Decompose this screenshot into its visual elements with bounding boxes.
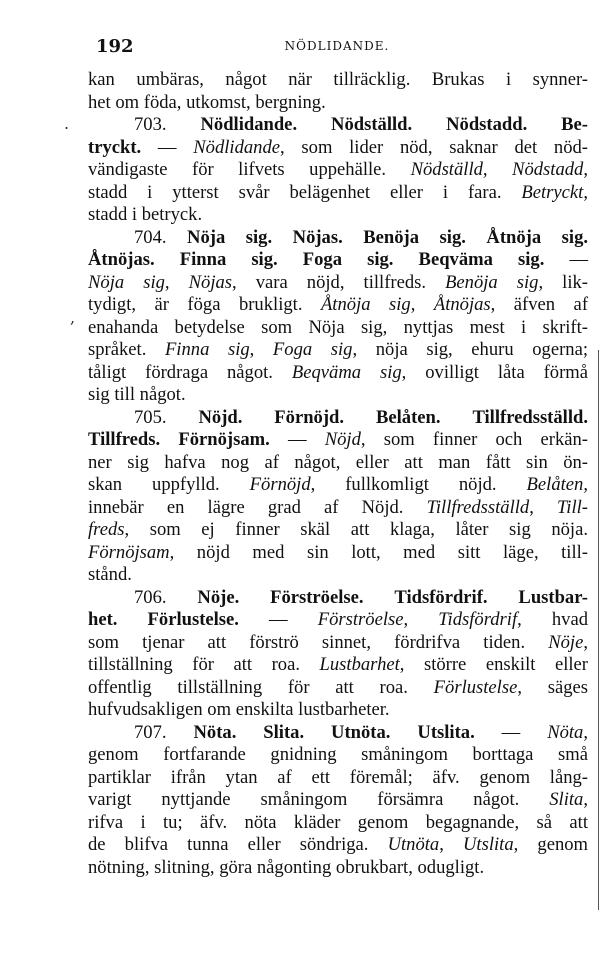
text-run: — [141, 136, 194, 158]
body-text [88, 69, 588, 879]
headword: Förlustelse. [147, 609, 239, 630]
headword: Nöje. [197, 586, 240, 608]
italic-term: Tillfredsställd [426, 496, 530, 518]
text-run: , fullkomligt nöjd. [310, 474, 527, 495]
text-run: — [544, 249, 589, 270]
text-line [88, 564, 588, 587]
text-line [88, 857, 588, 880]
text-line [88, 474, 588, 497]
headword: Nöjd. [198, 406, 243, 428]
headword: Nöta. [193, 721, 237, 743]
text-run: , [249, 339, 273, 360]
text-line [88, 812, 588, 835]
italic-term: Beqväma sig [291, 361, 402, 383]
headword: Lustbar- [518, 586, 588, 608]
italic-term: Utslita [463, 834, 514, 855]
text-run [412, 114, 446, 135]
text-line [88, 722, 588, 745]
italic-term: Nöja sig [88, 271, 165, 293]
page-header [88, 36, 586, 62]
running-head: NÖDLIDANDE. [284, 39, 390, 53]
text-line [88, 182, 588, 205]
text-line [88, 249, 588, 272]
text-run: , vara nöjd, tillfreds. [232, 271, 446, 293]
text-run: tåligt fördraga något. [88, 361, 292, 383]
text-line [88, 519, 588, 542]
text-run: — [238, 609, 318, 630]
text-run: partiklar ifrån ytan af ett föremål; äfv. genom lång- [88, 766, 588, 788]
text-run: sig till något. [88, 384, 186, 405]
text-run: , [410, 294, 434, 315]
text-run [272, 227, 293, 248]
text-run: de blifva tunna eller söndriga. [88, 834, 388, 855]
text-line [88, 159, 588, 182]
text-run [393, 249, 418, 270]
text-run: , [583, 721, 589, 743]
headword: Benöja sig. [363, 226, 466, 248]
text-run: , nöja sig, ehuru ogerna; [352, 339, 588, 360]
text-line [88, 609, 588, 632]
text-run: genom fortfarande gnidning småningom borttaga små [88, 744, 588, 765]
text-line [88, 362, 588, 385]
headword: Tillfredsställd. [472, 406, 588, 428]
text-run: , ovilligt låta förmå [401, 361, 588, 383]
text-run: , [529, 496, 557, 518]
headword: tryckt. [88, 136, 142, 158]
headword: Åtnöjas. [88, 249, 155, 270]
text-run: skan uppfylld. [88, 474, 250, 495]
text-run: , [164, 271, 189, 293]
text-run [343, 227, 364, 248]
text-line [88, 407, 588, 430]
text-run: , [403, 609, 439, 630]
italic-term: Förströelse [317, 609, 404, 630]
text-run [364, 587, 395, 608]
text-run [441, 407, 473, 428]
text-run: , [583, 474, 588, 495]
italic-term: freds [88, 519, 125, 540]
text-line [88, 587, 588, 610]
italic-term: Förnöjsam [88, 541, 170, 563]
text-run [304, 722, 331, 743]
text-run: , [583, 181, 588, 203]
italic-term: Nödlidande [193, 136, 281, 158]
text-run: kan umbäras, något när tillräcklig. Brukas i synner- [88, 69, 588, 90]
italic-term: Tidsfördrif [438, 609, 518, 630]
text-line [88, 767, 588, 790]
headword: Beqväma sig. [418, 249, 545, 270]
italic-term: Belåten [526, 474, 584, 495]
headword: Belåten. [375, 406, 441, 428]
italic-term: Nöjd [324, 429, 361, 450]
text-line [88, 294, 588, 317]
headword: het. [88, 609, 118, 630]
text-line [88, 429, 588, 452]
text-run: nötning, slitning, göra någonting obrukbart, odugligt. [88, 856, 485, 878]
text-run: het om föda, utkomst, bergning. [88, 91, 326, 113]
text-run: , säges [517, 676, 588, 698]
text-line [88, 137, 588, 160]
margin-comma: , [70, 308, 76, 327]
text-run: , större enskilt eller [399, 654, 588, 675]
text-line [88, 384, 588, 407]
headword: Nöja sig. [187, 226, 273, 248]
text-run: språket. [88, 339, 165, 360]
text-run [236, 722, 263, 743]
text-run: innebär en lägre grad af Nöjd. [88, 496, 427, 518]
headword: Utnöta. [331, 721, 391, 743]
headword: Nödlidande. [200, 114, 298, 135]
italic-term: Slita [549, 789, 584, 810]
italic-term: Utnöta [387, 834, 440, 855]
italic-term: Till- [556, 496, 588, 518]
text-run: 704. [134, 226, 188, 248]
margin-dot: . [64, 114, 70, 133]
text-run: , som ej finner skäl att klaga, låter sig nöja. [124, 519, 588, 540]
headword: Förströelse. [270, 586, 364, 608]
text-run: tydigt, är föga brukligt. [88, 294, 321, 315]
text-run: , äfven af [490, 294, 589, 315]
italic-term: Foga sig [272, 339, 353, 360]
text-run [242, 407, 274, 428]
text-run: stadd i betryck. [88, 204, 203, 225]
text-run: tillställning för att roa. [88, 654, 320, 675]
text-run [239, 587, 270, 608]
italic-term: Nöje [548, 631, 584, 653]
headword: Finna sig. [179, 249, 278, 270]
text-line [88, 227, 588, 250]
italic-term: Nödstadd [512, 159, 584, 180]
text-line [88, 114, 588, 137]
text-run [117, 609, 147, 630]
text-line [88, 789, 588, 812]
text-run: enahanda betydelse som Nöja sig, nyttjas mest i skrift- [88, 316, 588, 338]
text-run: , [583, 631, 588, 653]
text-run: 707. [134, 721, 194, 743]
italic-term: Benöja sig [445, 271, 539, 293]
text-line [88, 452, 588, 475]
text-line [88, 339, 588, 362]
text-line [88, 542, 588, 565]
italic-term: Finna sig [164, 339, 250, 360]
text-run: 705. [134, 406, 199, 428]
italic-term: Åtnöjas [433, 294, 491, 315]
text-run: , lik- [538, 271, 589, 293]
headword: Tillfreds. [88, 429, 161, 450]
italic-term: Betryckt [521, 181, 584, 203]
headword: Utslita. [417, 721, 475, 743]
text-run: , [583, 789, 588, 810]
text-run [160, 429, 178, 450]
text-run: hufvudsakligen om enskilta lustbarheter. [88, 699, 390, 720]
headword: Nödställd. [331, 114, 413, 135]
text-run: , [482, 159, 513, 180]
headword: Be- [561, 114, 589, 135]
headword: Förnöjsam. [178, 429, 270, 450]
italic-term: Nöjas [188, 271, 233, 293]
headword: Förnöjd. [274, 406, 345, 428]
italic-term: Åtnöja sig [320, 294, 411, 315]
text-run [488, 587, 519, 608]
text-line [88, 677, 588, 700]
text-line [88, 317, 588, 340]
text-run: stadd i ytterst svår belägenhet eller i fara. [88, 181, 522, 203]
text-run: , hvad [517, 609, 589, 630]
text-run: — [269, 429, 325, 450]
text-run: , som finner och erkän- [360, 429, 589, 450]
text-run: , nöjd med sin lott, med sitt läge, till- [169, 541, 588, 563]
text-run: , [583, 159, 588, 180]
text-run: offentlig tillställning för att roa. [88, 676, 434, 698]
page-number: 192 [96, 36, 134, 57]
text-run: stånd. [88, 564, 132, 585]
text-line [88, 272, 588, 295]
text-run: , som lider nöd, saknar det nöd- [280, 136, 588, 158]
text-line [88, 92, 588, 115]
headword: Åtnöja sig. [486, 226, 589, 248]
italic-term: Lustbarhet [319, 654, 400, 675]
text-run: 703. [134, 114, 201, 135]
text-run: , genom [513, 834, 589, 855]
italic-term: Nöta [547, 721, 584, 743]
headword: Tidsfördrif. [394, 586, 488, 608]
text-run [466, 227, 487, 248]
gutter-rule [598, 350, 599, 910]
headword: Slita. [263, 721, 305, 743]
text-run [278, 249, 303, 270]
text-line [88, 699, 588, 722]
text-run [527, 114, 561, 135]
italic-term: Förnöjd [249, 474, 311, 495]
text-run [344, 407, 376, 428]
text-run: som tjenar att förströ sinnet, fördrifva tiden. [88, 631, 549, 653]
text-run: 706. [134, 586, 198, 608]
text-line [88, 632, 588, 655]
headword: Nöjas. [292, 226, 343, 248]
text-line [88, 497, 588, 520]
text-run: ner sig hafva nog af något, eller att man fått sin ön- [88, 451, 588, 473]
text-run: varigt nyttjande småningom försämra något. [88, 789, 550, 810]
text-line [88, 654, 588, 677]
italic-term: Nödställd [410, 159, 483, 180]
text-run: , [439, 834, 463, 855]
text-run: vändigaste för lifvets uppehälle. [88, 159, 411, 180]
italic-term: Förlustelse [433, 676, 518, 698]
text-run [390, 722, 417, 743]
text-run: rifva i tu; äfv. nöta kläder genom begagnande, så att [88, 811, 588, 833]
text-line [88, 204, 588, 227]
text-line [88, 834, 588, 857]
text-run [297, 114, 331, 135]
text-line [88, 69, 588, 92]
text-run: — [474, 721, 548, 743]
text-line [88, 744, 588, 767]
headword: Nödstadd. [446, 114, 528, 135]
text-run [155, 249, 180, 270]
headword: Foga sig. [302, 249, 394, 270]
